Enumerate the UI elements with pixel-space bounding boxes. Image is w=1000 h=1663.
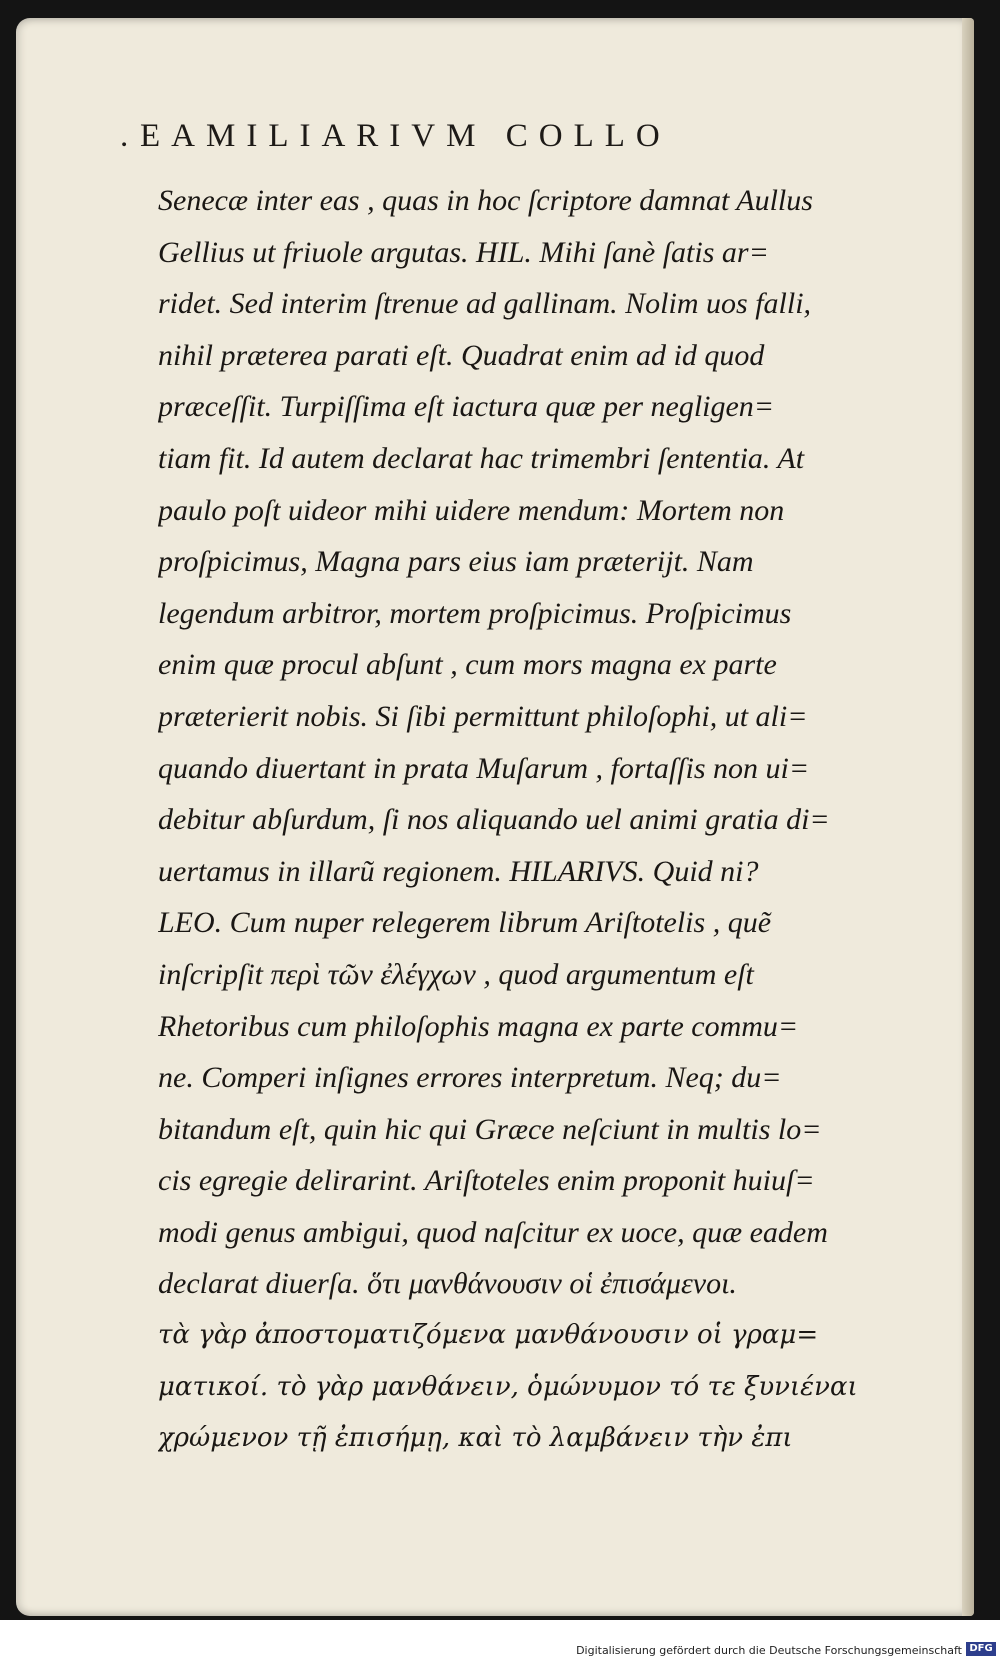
text-line: Gellius ut friuole argutas. HIL. Mihi ſanè ſatis ar= [158,235,769,269]
text-line: proſpicimus, Magna pars eius iam præterijt. Nam [158,545,754,579]
text-line: tiam fit. Id autem declarat hac trimembri ſententia. At [158,441,805,475]
text-line: nihil præterea parati eſt. Quadrat enim ad id quod [158,338,765,372]
text-line: declarat diuerſa. ὅτι μανθάνουσιν οἱ ἐπισάμενοι. [158,1267,737,1301]
text-line: præceſſit. Turpiſſima eſt iactura quæ per negligen= [158,390,775,424]
footer-bar [0,1620,1000,1663]
text-line: bitandum eſt, quin hic qui Græce neſciunt in multis lo= [158,1112,822,1146]
running-head-title: EAMILIARIVM COLLO [140,118,671,154]
greek-text-line: χρώμενον τῇ ἐπισήμῃ, καὶ τὸ λαμβάνειν τὴν ἐπι [158,1423,793,1454]
text-line: Rhetoribus cum philoſophis magna ex parte commu= [158,1009,799,1043]
text-line: præterierit nobis. Si ſibi permittunt philoſophi, ut ali= [158,699,808,733]
text-line: cis egregie delirarint. Ariſtoteles enim proponit huiuſ= [158,1164,815,1198]
text-line: inſcripſit περὶ τῶν ἐλέγχων , quod argumentum eſt [158,957,754,991]
text-line: paulo poſt uideor mihi uidere mendum: Mortem non [158,493,785,527]
greek-text-line: ματικοί. τὸ γὰρ μανθάνειν, ὁμώνυμον τό τε ξυνιέναι [158,1371,858,1402]
running-head [120,118,920,155]
dfg-logo: DFG [966,1642,996,1656]
text-line: ridet. Sed interim ſtrenue ad gallinam. Nolim uos falli, [158,287,812,321]
text-block [158,175,918,1465]
text-line: enim quæ procul abſunt , cum mors magna ex parte [158,648,777,682]
text-line: modi genus ambigui, quod naſcitur ex uoce, quæ eadem [158,1215,828,1249]
text-line: uertamus in illarũ regionem. HILARIVS. Quid ni? [158,854,759,888]
text-line: LEO. Cum nuper relegerem librum Ariſtotelis , quẽ [158,906,772,940]
page-edge [962,18,974,1616]
greek-text-line: τὰ γὰρ ἀποστοματιζόμενα μανθάνουσιν οἱ γραμ= [158,1320,819,1351]
text-line: legendum arbitror, mortem proſpicimus. Proſpicimus [158,596,792,630]
funding-credit: Digitalisierung gefördert durch die Deutsche Forschungsgemeinschaft [576,1644,962,1657]
text-line: Senecæ inter eas , quas in hoc ſcriptore damnat Aullus [158,184,813,217]
text-line: debitur abſurdum, ſi nos aliquando uel animi gratia di= [158,803,830,837]
text-line: ne. Comperi inſignes errores interpretum. Neq; du= [158,1061,782,1095]
text-line: quando diuertant in prata Muſarum , fortaſſis non ui= [158,751,810,785]
running-head-mark: . [120,118,140,154]
